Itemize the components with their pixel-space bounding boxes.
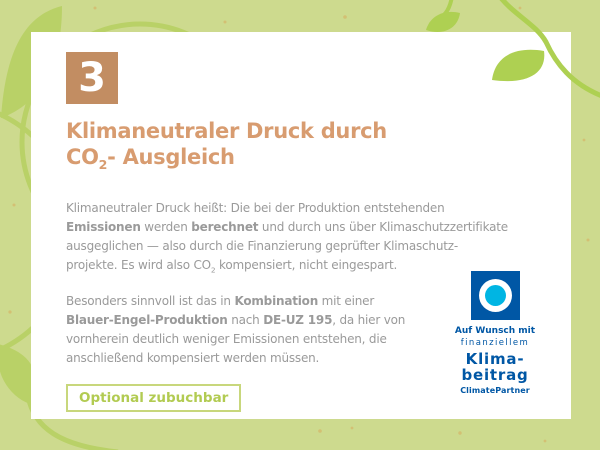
content-card [31,32,571,419]
page-title: Klimaneutraler Druck durch $CO_2-$ Ausgleich [66,119,387,173]
climatepartner-word: Klima- [465,350,525,368]
climatepartner-word: beitrag [461,366,529,384]
climatepartner-brand: ClimatePartner [460,386,530,395]
step-number-badge: 3 [66,52,118,104]
optional-addon-badge[interactable]: Optional zubuchbar [66,384,241,412]
paragraph-co2-offset: Klimaneutraler Druck heißt: Die bei der Produktion entstehenden Emissionen werden berechnet und durch uns über Klimaschutzzertifikate ausgeglichen — also durch die Finanzierung geprüfter Klimaschutz- projekte. Es wird also $CO_2$ kompensiert, nicht eingespart. [66,201,508,275]
paragraph-blue-angel: Besonders sinnvoll ist das in Kombination mit einer Blauer-Engel-Produktion nach DE-UZ 195, da hier von vornherein deutlich weniger Emissionen entstehen, die anschließend kompensiert werden müssen. [66,293,406,365]
climatepartner-tagline: finanziellem [460,338,530,348]
climatepartner-dot-icon [471,271,520,320]
climatepartner-label [453,271,537,395]
climatepartner-tagline: Auf Wunsch mit [454,326,536,336]
